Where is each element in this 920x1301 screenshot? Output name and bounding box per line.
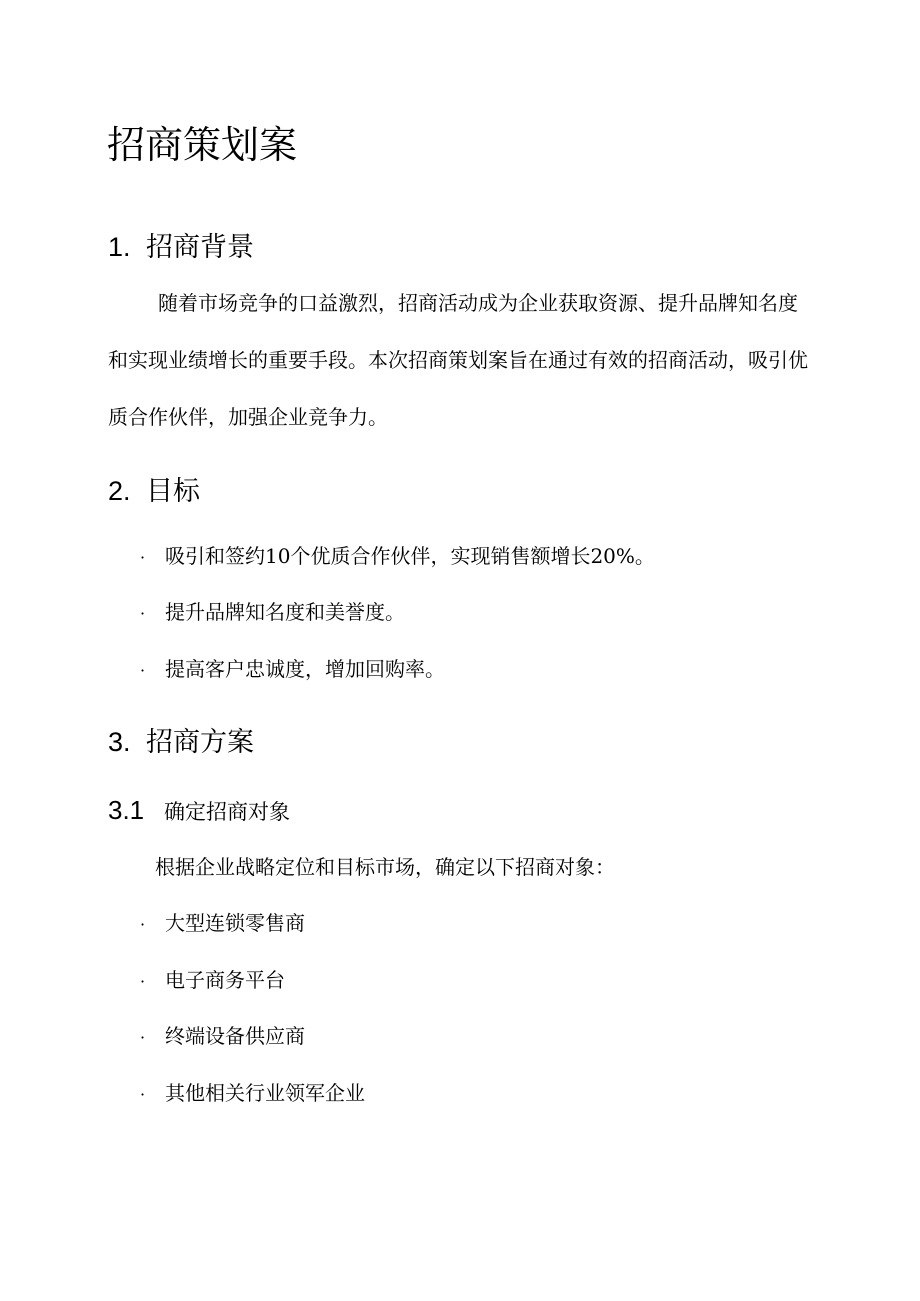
bullet-icon: · <box>140 915 146 934</box>
list-item-text: 电子商务平台 <box>165 968 285 992</box>
list-item-text: 提升品牌知名度和美誉度。 <box>165 600 405 624</box>
document-title: 招商策划案 <box>107 123 298 167</box>
section-number: 2. <box>108 476 131 506</box>
bullet-icon: · <box>140 1085 146 1104</box>
bullet-icon: · <box>140 604 146 623</box>
list-item-text: 其他相关行业领军企业 <box>165 1081 365 1105</box>
list-item-text: 吸引和签约10个优质合作伙伴，实现销售额增长20%。 <box>165 544 655 568</box>
target-list-item <box>140 908 305 940</box>
section-title: 招商背景 <box>146 232 254 263</box>
target-list-item <box>140 1078 365 1110</box>
section-heading-background <box>108 229 254 266</box>
goal-list-item <box>140 654 445 686</box>
bullet-icon: · <box>140 972 146 991</box>
list-item-text: 大型连锁零售商 <box>165 911 305 935</box>
goal-list-item <box>140 597 405 629</box>
bullet-icon: · <box>140 661 146 680</box>
section-number: 3. <box>108 727 131 757</box>
list-item-text: 终端设备供应商 <box>165 1024 305 1048</box>
list-item-text: 提高客户忠诚度，增加回购率。 <box>165 657 445 681</box>
target-list-item <box>140 1021 305 1053</box>
goal-list-item <box>140 541 655 573</box>
section-heading-plan <box>108 724 254 761</box>
section-title: 招商方案 <box>146 727 254 758</box>
section-title: 目标 <box>146 476 200 507</box>
subsection-heading <box>108 794 290 828</box>
bullet-icon: · <box>140 1028 146 1047</box>
subsection-intro: 根据企业战略定位和目标市场，确定以下招商对象： <box>155 855 615 879</box>
subsection-number: 3.1 <box>108 795 145 825</box>
bullet-icon: · <box>140 548 146 567</box>
section-number: 1. <box>108 232 131 262</box>
target-list-item <box>140 965 285 997</box>
background-paragraph: 随着市场竞争的口益激烈，招商活动成为企业获取资源、提升品牌知名度和实现业绩增长的重要手段。本次招商策划案旨在通过有效的招商活动，吸引优质合作伙伴，加强企业竞争力。 <box>108 291 808 429</box>
section-heading-goals <box>108 473 200 510</box>
subsection-title: 确定招商对象 <box>164 800 290 824</box>
